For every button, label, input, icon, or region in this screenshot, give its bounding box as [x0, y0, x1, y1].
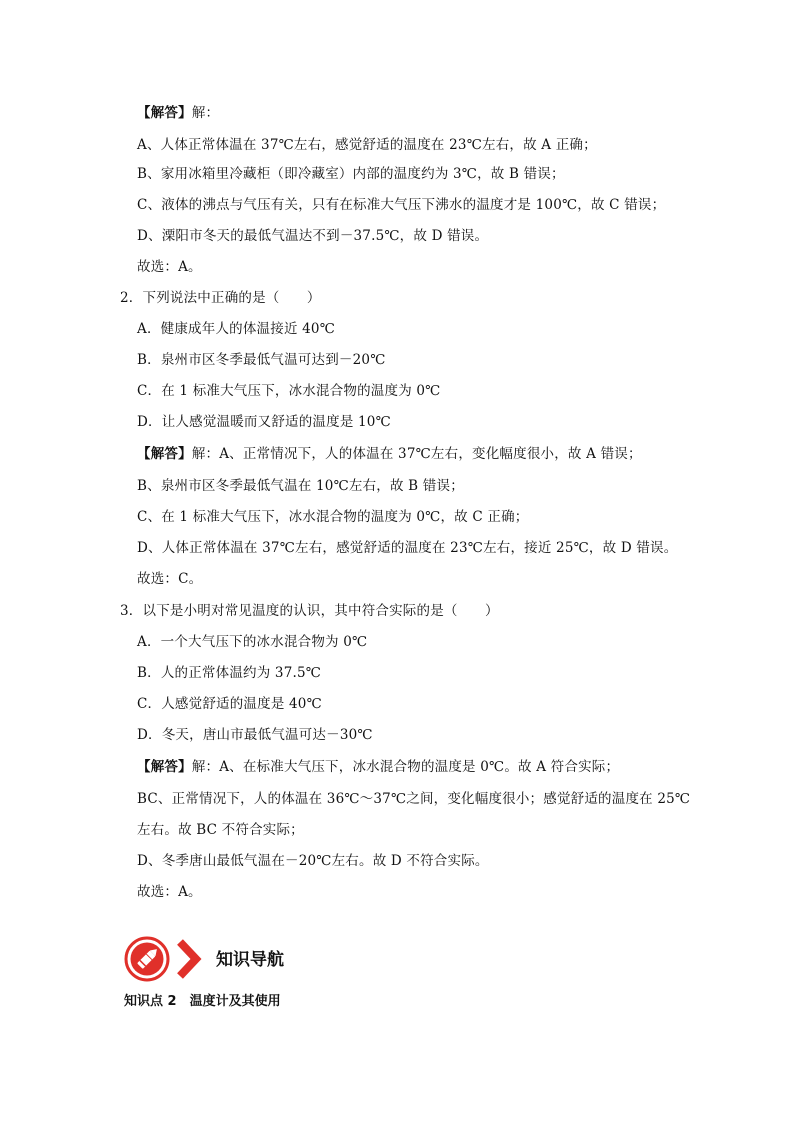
question-2-option-b: B．泉州市区冬季最低气温可达到－20℃: [137, 352, 386, 368]
question-2-option-c: C．在 1 标准大气压下，冰水混合物的温度为 0℃: [137, 383, 441, 399]
question-2-solution-d: D、人体正常体温在 37℃左右，感觉舒适的温度在 23℃左右，接近 25℃，故 D 错误。: [137, 540, 678, 556]
solution-lead: 解：A、正常情况下，人的体温在 37℃左右，变化幅度很小，故 A 错误；: [191, 446, 642, 462]
solution-1-answer: 故选：A。: [137, 259, 202, 275]
question-3-option-b: B．人的正常体温约为 37.5℃: [137, 665, 322, 681]
question-3-solution-d: D、冬季唐山最低气温在－20℃左右。故 D 不符合实际。: [137, 853, 489, 869]
question-2-solution-c: C、在 1 标准大气压下，冰水混合物的温度为 0℃，故 C 正确；: [137, 509, 529, 525]
answer-tag: 【解答】: [137, 446, 192, 462]
answer-tag: 【解答】: [137, 105, 192, 121]
question-2-option-d: D．让人感觉温暖而又舒适的温度是 10℃: [137, 414, 391, 430]
question-3-option-c: C．人感觉舒适的温度是 40℃: [137, 696, 322, 712]
section-header-graphic: [124, 936, 214, 982]
solution-1-option-d: D、溧阳市冬天的最低气温达不到－37.5℃，故 D 错误。: [137, 228, 489, 244]
section-title: 知识导航: [216, 950, 284, 970]
question-2-answer: 故选：C。: [137, 571, 203, 587]
pencil-icon: [126, 938, 168, 980]
solution-1-option-c: C、液体的沸点与气压有关，只有在标准大气压下沸水的温度才是 100℃，故 C 错误；: [137, 197, 666, 213]
question-3-solution-bc-cont: 左右。故 BC 不符合实际；: [137, 822, 304, 838]
question-3-solution: [137, 757, 619, 777]
question-2-option-a: A．健康成年人的体温接近 40℃: [137, 321, 336, 337]
chevron-right-icon: [180, 942, 196, 976]
question-2-stem: 2．下列说法中正确的是（ ）: [120, 290, 321, 306]
question-3-stem: 3．以下是小明对常见温度的认识，其中符合实际的是（ ）: [120, 603, 499, 619]
knowledge-point-heading: 知识点 2 温度计及其使用: [124, 994, 281, 1009]
section-header: [124, 936, 424, 982]
solution-1-option-b: B、家用冰箱里冷藏柜（即冷藏室）内部的温度约为 3℃，故 B 错误；: [137, 166, 565, 182]
question-2-solution: [137, 444, 642, 464]
solution-lead: 解：A、在标准大气压下，冰水混合物的温度是 0℃。故 A 符合实际；: [191, 759, 620, 775]
question-3-answer: 故选：A。: [137, 884, 202, 900]
answer-tag: 【解答】: [137, 759, 192, 775]
solution-lead: 解：: [191, 105, 220, 121]
question-3-option-d: D．冬天，唐山市最低气温可达－30℃: [137, 727, 373, 743]
solution-1-option-a: A、人体正常体温在 37℃左右，感觉舒适的温度在 23℃左右，故 A 正确；: [137, 137, 597, 153]
question-2-solution-b: B、泉州市区冬季最低气温在 10℃左右，故 B 错误；: [137, 478, 464, 494]
question-3-option-a: A．一个大气压下的冰水混合物为 0℃: [137, 634, 368, 650]
question-3-solution-bc: BC、正常情况下，人的体温在 36℃～37℃之间，变化幅度很小；感觉舒适的温度在 25℃: [137, 791, 691, 807]
solution-1-heading: [137, 103, 219, 123]
